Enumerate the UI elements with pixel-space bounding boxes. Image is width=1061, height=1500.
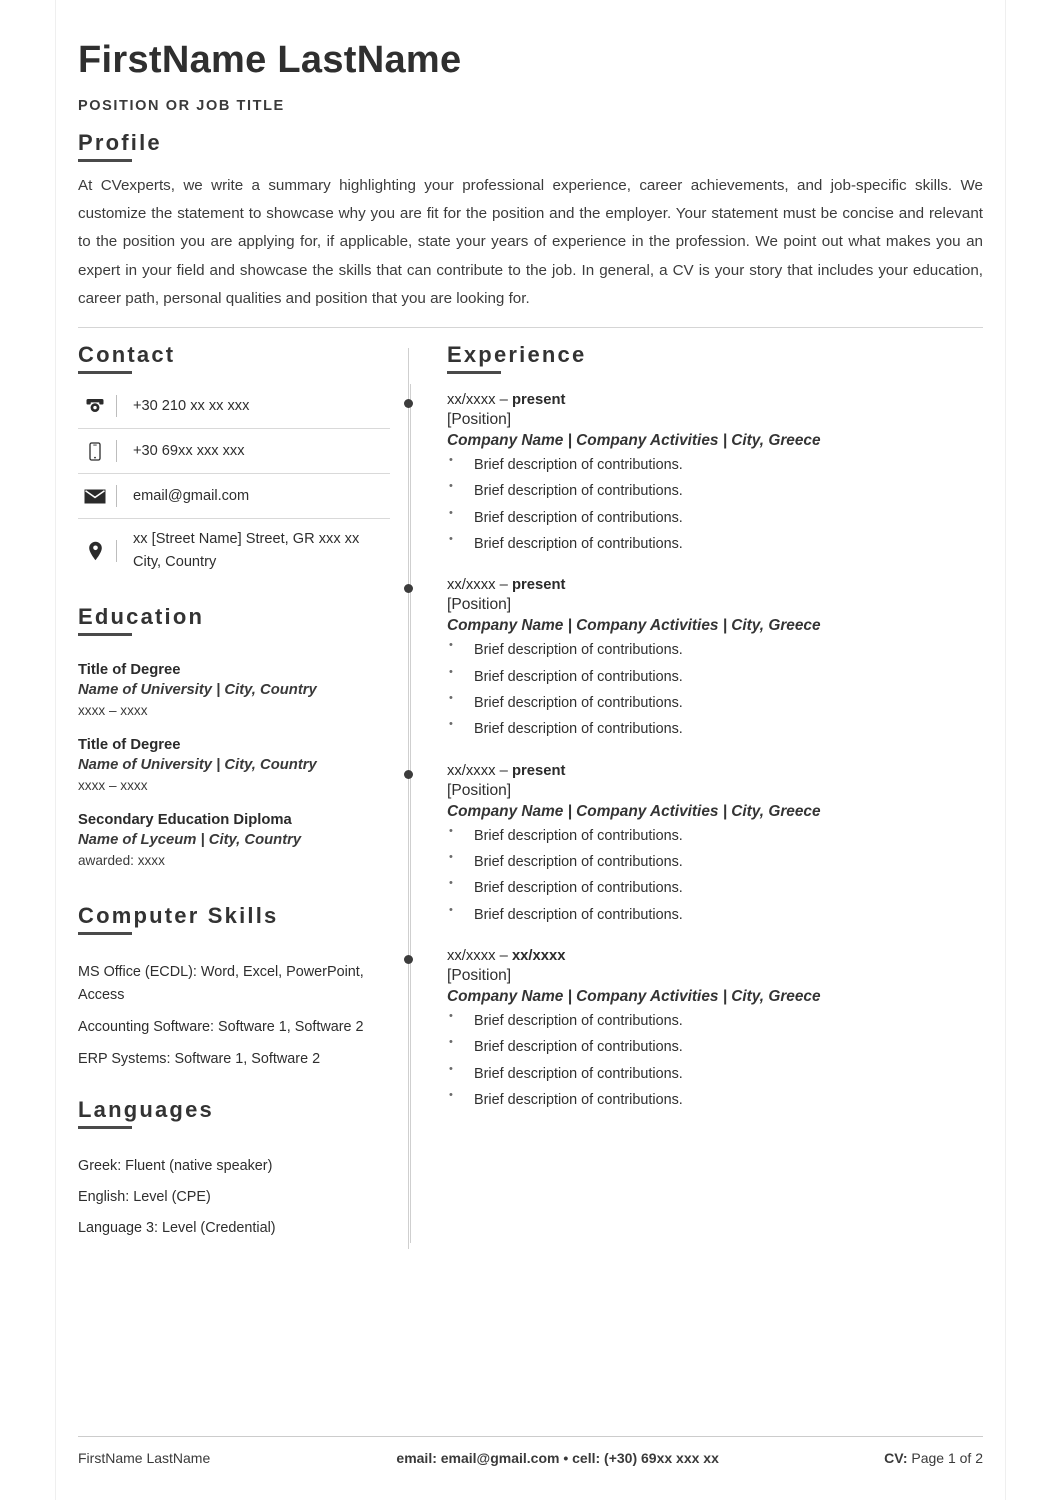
experience-company: Company Name | Company Activities | City, Greece: [447, 432, 821, 450]
list-item: • Brief description of contributions.: [447, 692, 983, 714]
footer-page-value: Page 1 of 2: [911, 1450, 983, 1466]
timeline-dot-icon: [404, 770, 413, 779]
experience-bullets: [447, 454, 983, 555]
education-school: Name of University | City, Country: [78, 682, 317, 699]
job-title: POSITION OR JOB TITLE: [78, 97, 285, 114]
footer-name: FirstName LastName: [78, 1450, 211, 1466]
divider: [116, 485, 117, 507]
education-degree: Title of Degree: [78, 737, 181, 754]
experience-company: Company Name | Company Activities | City, Greece: [447, 617, 821, 635]
date-end: present: [511, 762, 566, 779]
date-start: xx/xxxx –: [447, 392, 512, 409]
date-end: present: [511, 577, 566, 594]
education-degree: Title of Degree: [78, 662, 181, 679]
experience-position: [Position]: [447, 596, 512, 614]
education-years: xxxx – xxxx: [78, 703, 148, 719]
education-school: Name of University | City, Country: [78, 757, 317, 774]
contact-value[interactable]: +30 69xx xxx xxx: [133, 442, 245, 459]
list-item: • Brief description of contributions.: [447, 851, 983, 873]
timeline-dot-icon: [404, 399, 413, 408]
education-years: xxxx – xxxx: [78, 778, 148, 794]
experience-dates: [447, 763, 983, 779]
location-pin-icon: [78, 541, 112, 561]
experience-company: Company Name | Company Activities | City, Greece: [447, 988, 821, 1006]
timeline-dot-icon: [404, 584, 413, 593]
language-item: Greek: Fluent (native speaker): [78, 1157, 273, 1174]
education-school: Name of Lyceum | City, Country: [78, 832, 302, 849]
experience-item: [447, 948, 983, 1111]
profile-section: [78, 130, 983, 328]
list-item: • Brief description of contributions.: [447, 904, 983, 926]
skill-item: Accounting Software: Software 1, Software 2: [78, 1019, 364, 1035]
experience-heading: Experience: [447, 342, 587, 368]
right-column: [409, 342, 983, 1249]
page-footer: [78, 1436, 983, 1466]
experience-bullets: [447, 825, 983, 926]
section-underline: [78, 633, 132, 636]
mobile-icon: [78, 442, 112, 461]
experience-company: Company Name | Company Activities | City, Greece: [447, 802, 821, 820]
phone-icon: [78, 398, 112, 414]
contact-row: [78, 429, 390, 474]
list-item: • Brief description of contributions.: [447, 507, 983, 529]
timeline-dot-icon: [404, 955, 413, 964]
experience-dates: [447, 948, 983, 964]
list-item: • Brief description of contributions.: [447, 480, 983, 502]
contact-row: [78, 519, 390, 582]
experience-dates: [447, 392, 983, 408]
experience-dates: [447, 577, 983, 593]
contact-list: [78, 384, 390, 582]
section-underline: [78, 371, 132, 374]
cv-content: [78, 40, 983, 1249]
divider: [116, 440, 117, 462]
experience-list: [447, 392, 983, 1111]
language-item: English: Level (CPE): [78, 1188, 211, 1205]
envelope-icon: [78, 489, 112, 504]
experience-item: [447, 392, 983, 555]
footer-page-label: CV:: [884, 1450, 908, 1466]
date-end: present: [511, 392, 566, 409]
profile-heading: Profile: [78, 129, 162, 155]
contact-heading: Contact: [78, 342, 176, 368]
section-underline: [78, 159, 132, 162]
experience-bullets: [447, 1010, 983, 1111]
experience-position: [Position]: [447, 781, 512, 799]
page-title: FirstName LastName: [78, 39, 462, 81]
body-columns: [78, 342, 983, 1249]
contact-value[interactable]: xx [Street Name] Street, GR xxx xx City, Country: [133, 531, 360, 570]
date-start: xx/xxxx –: [447, 577, 512, 594]
education-item: [78, 662, 390, 718]
skill-item: MS Office (ECDL): Word, Excel, PowerPoint, Access: [78, 964, 364, 1003]
contact-value[interactable]: +30 210 xx xx xxx: [133, 397, 250, 414]
list-item: • Brief description of contributions.: [447, 1063, 983, 1085]
experience-position: [Position]: [447, 967, 512, 985]
list-item: • Brief description of contributions.: [447, 454, 983, 476]
language-item: Language 3: Level (Credential): [78, 1220, 276, 1237]
list-item: • Brief description of contributions.: [447, 1010, 983, 1032]
timeline-line: [410, 384, 411, 1243]
list-item: • Brief description of contributions.: [447, 825, 983, 847]
footer-page: [739, 1450, 983, 1466]
computer-skills-heading: Computer Skills: [78, 903, 279, 929]
list-item: • Brief description of contributions.: [447, 877, 983, 899]
section-underline: [447, 371, 501, 374]
contact-row: [78, 474, 390, 519]
experience-position: [Position]: [447, 411, 512, 429]
education-degree: Secondary Education Diploma: [78, 812, 292, 829]
section-underline: [78, 932, 132, 935]
education-years: awarded: xxxx: [78, 853, 165, 869]
experience-bullets: [447, 639, 983, 740]
list-item: • Brief description of contributions.: [447, 533, 983, 555]
cv-sheet: [56, 0, 1005, 1500]
list-item: • Brief description of contributions.: [447, 718, 983, 740]
education-item: [78, 737, 390, 793]
profile-text: At CVexperts, we write a summary highlighting your professional experience, career achievements, and job-specific skills. We customize the statement to showcase why you are fit for the position and the employer. Your statement must be concise and relevant to the position you are applying for, if applicable, state your years of experience in the profession. We point out what makes you an expert in your field and showcase the skills that can contribute to the job. In general, a CV is your story that includes your education, career path, personal qualities and position that you are looking for.: [78, 176, 983, 307]
list-item: • Brief description of contributions.: [447, 639, 983, 661]
contact-value[interactable]: email@gmail.com: [133, 487, 250, 504]
list-item: • Brief description of contributions.: [447, 1089, 983, 1111]
divider: [116, 540, 117, 562]
date-start: xx/xxxx –: [447, 948, 512, 965]
education-item: [78, 812, 390, 868]
date-start: xx/xxxx –: [447, 762, 512, 779]
skill-item: ERP Systems: Software 1, Software 2: [78, 1051, 321, 1068]
section-underline: [78, 1126, 132, 1129]
list-item: • Brief description of contributions.: [447, 1036, 983, 1058]
contact-row: [78, 384, 390, 429]
education-heading: Education: [78, 604, 205, 630]
list-item: • Brief description of contributions.: [447, 666, 983, 688]
experience-item: [447, 763, 983, 926]
footer-contact: email: email@gmail.com • cell: (+30) 69xx xxx xx: [396, 1450, 719, 1466]
divider: [116, 395, 117, 417]
date-end: xx/xxxx: [511, 948, 566, 965]
left-column: [78, 342, 408, 1249]
languages-heading: Languages: [78, 1096, 214, 1122]
experience-item: [447, 577, 983, 740]
